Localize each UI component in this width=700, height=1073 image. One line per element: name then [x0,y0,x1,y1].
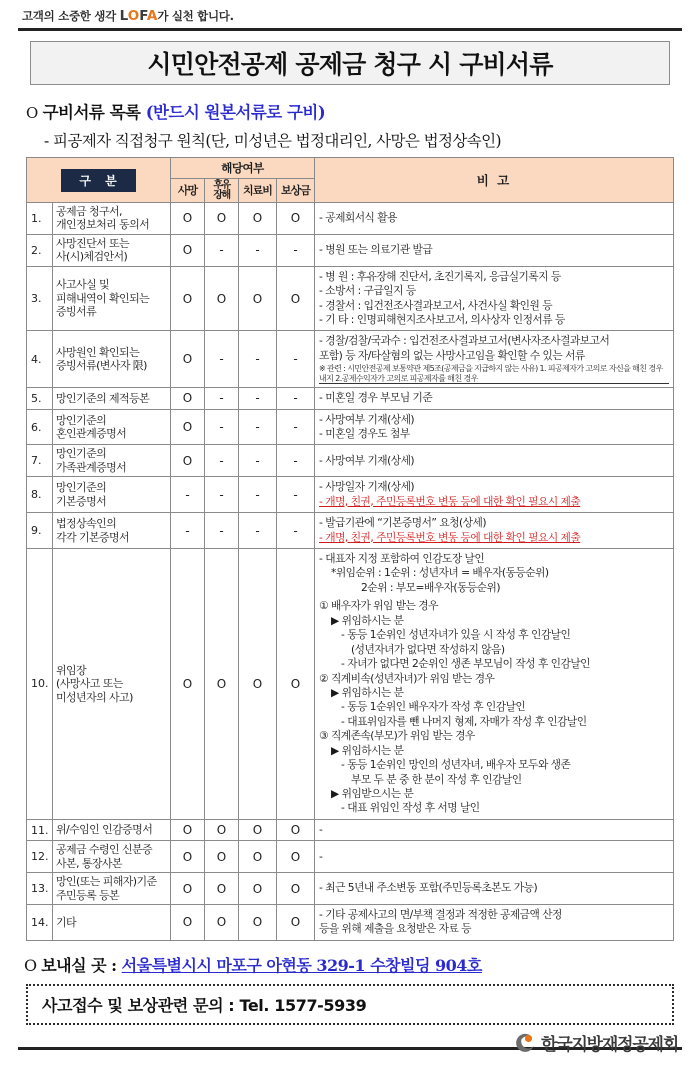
bullet-circle-2: O [24,955,37,975]
lofa-letter-l: L [119,8,128,24]
header-remarks: 비 고 [315,158,674,203]
row-mark: - [239,409,277,445]
row-mark: - [277,513,315,549]
row-document-name [53,549,171,820]
row-mark: O [277,549,315,820]
row-mark: - [205,331,239,388]
row-document-name [53,513,171,549]
header-col-disability [205,179,239,203]
row-mark: O [205,266,239,331]
header-col-medical: 치료비 [239,179,277,203]
remark-line: *위임순위 : 1순위 : 성년자녀 = 배우자(동등순위) [331,566,549,580]
row-document-name-line: 망인(또는 피해자)기준 [56,875,157,889]
row-document-name-line: 망인기준의 [56,413,107,427]
remark-line: ② 직계비속(성년자녀)가 위임 받는 경우 [319,671,495,685]
lofa-logo [120,8,158,24]
row-number: 8. [27,477,53,513]
table-row [27,266,674,331]
send-to-address: 서울특별시시 마포구 아현동 329-1 수창빌딩 904호 [121,955,482,975]
header-col-death: 사망 [171,179,205,203]
remark-line: - 동등 1순위인 배우자가 작성 후 인감날인 [341,700,526,714]
row-mark: O [277,819,315,840]
remark-line: - 사망여부 기재(상세) [319,453,415,467]
row-remarks [315,266,674,331]
table-row [27,331,674,388]
company-brand [513,1030,678,1055]
row-document-name [53,873,171,905]
row-mark: O [205,203,239,235]
lofa-letter-o: O [127,8,140,24]
table-row [27,388,674,409]
row-mark: O [171,841,205,873]
row-document-name [53,409,171,445]
row-number: 2. [27,234,53,266]
header-gubun-label: 구 분 [61,169,135,192]
remark-line: ① 배우자가 위임 받는 경우 [319,599,438,613]
row-mark: O [205,904,239,940]
row-document-name-line: 주민등록 등본 [56,888,120,902]
remark-line: - 기 타 : 인명피해현지조사보고서, 의사상자 인정서류 등 [319,312,565,326]
row-mark: O [171,549,205,820]
row-mark: O [277,203,315,235]
row-document-name [53,266,171,331]
row-remarks [315,409,674,445]
brand-name: 한국지방재정공제회 [541,1035,678,1055]
row-number: 1. [27,203,53,235]
row-document-name-line: 위임장 [56,663,87,677]
row-mark: - [171,477,205,513]
table-row [27,409,674,445]
row-document-name-line: (사망사고 또는 [56,677,123,691]
table-row [27,904,674,940]
row-remarks [315,203,674,235]
remark-line: - 대표위임자를 뺀 나머지 형제, 자매가 작성 후 인감날인 [341,714,587,728]
row-remarks [315,331,674,388]
row-document-name [53,388,171,409]
row-mark: O [277,841,315,873]
row-document-name-line: 망인기준의 [56,481,107,495]
row-mark: - [239,513,277,549]
row-mark: O [239,549,277,820]
header-group-applicable: 해당여부 [171,158,315,179]
remark-line: - 동등 1순위인 성년자녀가 있을 시 작성 후 인감날인 [341,628,571,642]
row-mark: O [171,904,205,940]
table-row [27,873,674,905]
remark-line-highlight: - 개명, 친권, 주민등록번호 변동 등에 대한 확인 필요시 제출 [319,530,581,544]
row-mark: O [205,819,239,840]
row-mark: O [171,234,205,266]
row-document-name-line: 위/수임인 인감증명서 [56,823,153,837]
row-mark: O [205,841,239,873]
remark-line: ③ 직계존속(부모)가 위임 받는 경우 [319,729,475,743]
table-row [27,841,674,873]
remark-line: - 공제회서식 활용 [319,211,397,225]
row-mark: O [239,203,277,235]
row-number: 6. [27,409,53,445]
row-mark: - [277,477,315,513]
remark-line: ▶ 위임하시는 분 [331,613,404,627]
row-document-name-line: 사망진단서 또는 [56,236,130,250]
remark-line: (성년자녀가 없다면 작성하지 않음) [351,642,505,656]
row-number: 4. [27,331,53,388]
row-document-name [53,819,171,840]
row-remarks [315,445,674,477]
row-document-name-line: 사본, 통장사본 [56,856,122,870]
row-document-name-line: 망인기준의 [56,447,107,461]
table-row [27,819,674,840]
row-mark: - [239,445,277,477]
row-mark: O [171,445,205,477]
table-body [27,203,674,941]
row-document-name-line: 법정상속인의 [56,517,117,531]
row-mark: - [205,234,239,266]
row-number: 14. [27,904,53,940]
table-row [27,234,674,266]
row-mark: O [171,873,205,905]
remark-line: - 경찰/검찰/국과수 : 입건전조사결과보고서(변사자조사결과보고서 [319,334,610,348]
table-row [27,513,674,549]
intro-line-1 [26,99,700,123]
row-document-name [53,203,171,235]
header-col-disability-l1: 후유 [213,180,230,191]
row-mark: O [171,819,205,840]
remark-line: - 미혼일 경우 부모님 기준 [319,391,433,405]
remark-line: 포함) 등 자/타살혐의 없는 사망사고임을 확인할 수 있는 서류 [319,348,585,362]
page-title-box [30,41,670,85]
row-number: 11. [27,819,53,840]
row-mark: O [205,549,239,820]
row-document-name-line: 사고사실 및 [56,278,110,292]
row-document-name-line: 미성년자의 사고) [56,690,133,704]
row-document-name [53,477,171,513]
remark-line-highlight: - 개명, 친권, 주민등록번호 변동 등에 대한 확인 필요시 제출 [319,494,581,508]
remark-line: - 기타 공제사고의 면/부책 결정과 적정한 공제금액 산정 [319,907,562,921]
row-mark: O [239,904,277,940]
remark-line: - 병 원 : 후유장해 진단서, 초진기록지, 응급실기록지 등 [319,269,561,283]
row-document-name-line: 각각 기본증명서 [56,530,130,544]
row-number: 12. [27,841,53,873]
remark-line: - 대표자 지정 포함하여 인감도장 날인 [319,552,485,565]
table-row [27,477,674,513]
row-mark: - [277,234,315,266]
row-document-name-line: 망인기준의 제적등본 [56,391,150,405]
remark-line: - 발급기관에 “기본증명서” 요청(상세) [319,516,487,530]
row-mark: - [277,409,315,445]
row-remarks [315,873,674,905]
page-title: 시민안전공제 공제금 청구 시 구비서류 [147,50,553,79]
row-mark: O [171,266,205,331]
remark-line: - 사망일자 기재(상세) [319,480,415,494]
lofa-letter-a: A [146,8,158,24]
row-document-name-line: 가족관계증명서 [56,460,127,474]
remark-line: - 미혼일 경우도 첨부 [319,427,410,440]
remark-line: - 대표 위임인 작성 후 서명 날인 [341,801,480,815]
bullet-circle-1: O [26,104,38,122]
row-mark: - [239,234,277,266]
row-document-name-line: 사(시)체검안서) [56,250,128,264]
row-number: 13. [27,873,53,905]
row-remarks [315,819,674,840]
table-header-row-1 [27,158,674,179]
row-remarks [315,904,674,940]
row-document-name-line: 피해내역이 확인되는 [56,291,150,305]
row-number: 3. [27,266,53,331]
remark-footnote: ※ 관련 : 시민안전공제 보통약관 제5조(공제금을 지급하지 않는 사유) 1. 피공제자가 고의로 자신을 해친 경우 내지 2.공제수익자가 고의로 피공제자를 해친 경우 [319,364,669,384]
row-mark: - [205,388,239,409]
contact-text: 사고접수 및 보상관련 문의 : Tel. 1577-5939 [42,995,367,1015]
row-mark: - [205,445,239,477]
row-document-name-line: 사망원인 확인되는 [56,345,140,359]
send-to-line [24,953,700,976]
remark-line: - 병원 또는 의료기관 발급 [319,243,433,256]
remark-line: - 자녀가 없다면 2순위인 생존 부모님이 작성 후 인감날인 [341,657,590,671]
row-remarks [315,549,674,820]
row-document-name [53,331,171,388]
row-number: 7. [27,445,53,477]
row-mark: - [205,477,239,513]
row-mark: - [277,388,315,409]
row-mark: O [239,873,277,905]
remark-line: - 최근 5년내 주소변동 포함(주민등록초본도 가능) [319,881,538,895]
remark-line: ▶ 위임하시는 분 [331,743,404,757]
row-mark: O [205,873,239,905]
header-gubun-cell [27,158,171,203]
remark-line: - [319,849,323,863]
remark-line: - 사망여부 기재(상세) [319,412,415,426]
lofa-letter-f: F [139,8,147,24]
row-mark: O [171,331,205,388]
row-mark: - [239,331,277,388]
row-document-name [53,445,171,477]
remark-line: - [319,822,323,836]
remark-line: 등을 위해 제출을 요청받은 자료 등 [319,922,472,936]
row-document-name-line: 혼인관계증명서 [56,427,127,440]
row-remarks [315,841,674,873]
remark-line: - 동등 1순위인 망인의 성년자녀, 배우자 모두와 생존 [341,758,571,772]
row-document-name-line: 개인정보처리 동의서 [56,218,150,232]
row-document-name-line: 증빙서류(변사자 限) [56,359,147,373]
row-document-name [53,841,171,873]
row-document-name [53,904,171,940]
remark-line: 부모 두 분 중 한 분이 작성 후 인감날인 [351,772,522,786]
remark-line: - 경찰서 : 입건전조사결과보고서, 사건사실 확인원 등 [319,298,553,312]
intro-label-black: 구비서류 목록 [42,103,146,122]
row-mark: - [171,513,205,549]
row-mark: - [205,513,239,549]
row-document-name-line: 기타 [56,915,77,929]
row-mark: O [277,873,315,905]
row-document-name [53,234,171,266]
brand-logo-icon [513,1031,537,1055]
row-remarks [315,513,674,549]
row-mark: - [239,477,277,513]
table-row [27,549,674,820]
remark-line: ▶ 위임하시는 분 [331,685,404,699]
remark-line: ▶ 위임받으시는 분 [331,787,414,800]
send-to-label: 보내실 곳 : [41,955,122,975]
slogan-text-post: 가 실천 합니다. [157,9,234,23]
header-col-disability-l2: 장해 [213,189,230,201]
slogan-bar [0,0,700,26]
intro-line-2: - 피공제자 직접청구 원칙(단, 미성년은 법정대리인, 사망은 법정상속인) [44,132,501,150]
row-number: 5. [27,388,53,409]
row-document-name-line: 공제금 수령인 신분증 [56,843,153,857]
row-document-name-line: 기본증명서 [56,494,107,508]
header-divider [18,28,682,31]
row-mark: O [239,266,277,331]
row-mark: - [205,409,239,445]
row-mark: - [277,331,315,388]
row-document-name-line: 공제금 청구서, [56,205,122,218]
slogan-text-pre: 고객의 소중한 생각 [22,9,120,23]
table-row [27,445,674,477]
table-row [27,203,674,235]
required-documents-table [26,157,674,941]
row-mark: O [171,388,205,409]
row-mark: - [239,388,277,409]
row-mark: O [277,266,315,331]
intro-label-blue: (반드시 원본서류로 구비) [145,103,326,122]
row-remarks [315,477,674,513]
contact-box [26,984,674,1025]
row-remarks [315,234,674,266]
row-mark: O [171,409,205,445]
row-mark: O [171,203,205,235]
row-remarks [315,388,674,409]
remark-line: - 소방서 : 구급일지 등 [319,284,416,298]
remark-line: 2순위 : 부모=배우자(동등순위) [361,580,501,594]
row-document-name-line: 증빙서류 [56,305,97,319]
header-col-compensation: 보상금 [277,179,315,203]
row-number: 9. [27,513,53,549]
row-mark: O [239,841,277,873]
row-number: 10. [27,549,53,820]
row-mark: O [277,904,315,940]
row-mark: - [277,445,315,477]
row-mark: O [239,819,277,840]
